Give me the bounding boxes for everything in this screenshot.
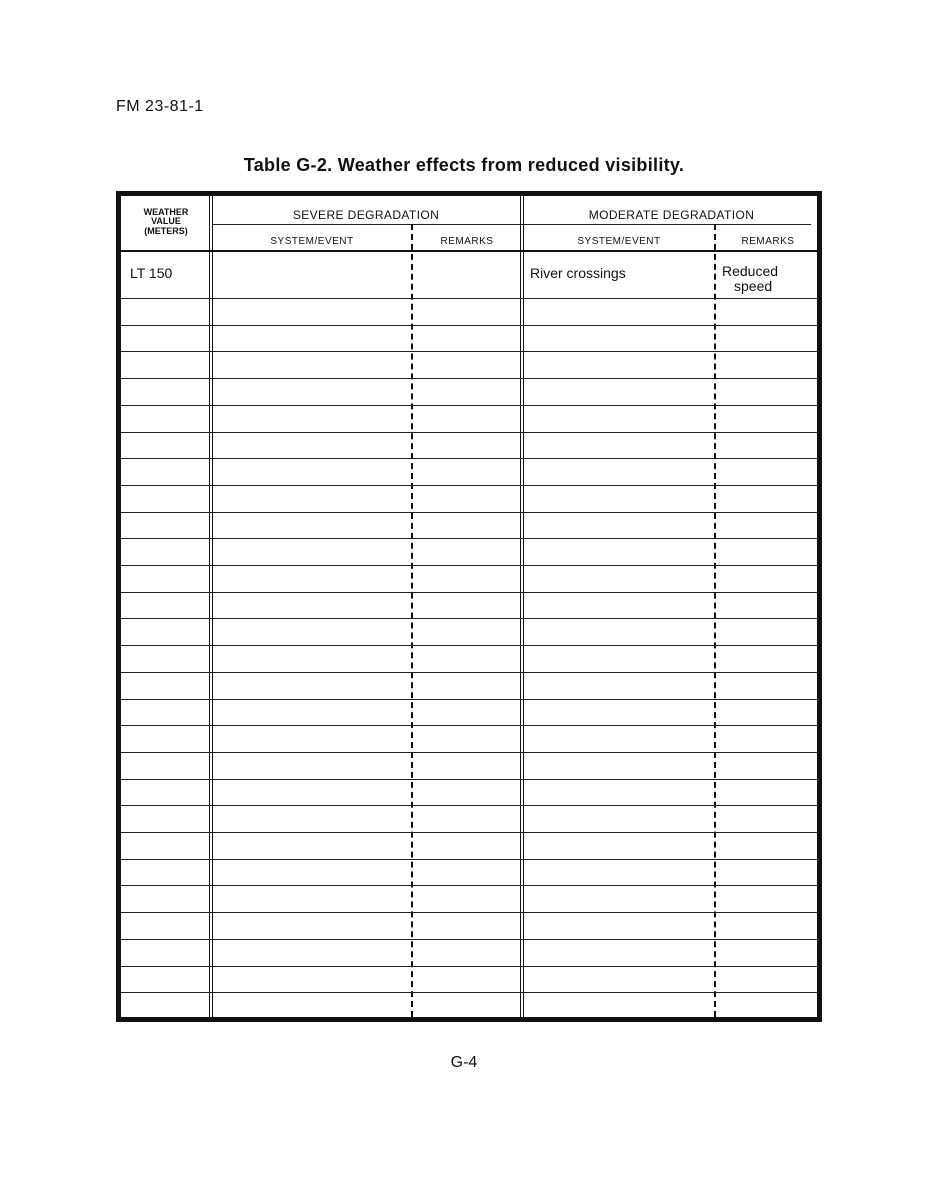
table-row-rule bbox=[121, 405, 817, 406]
table-row-rule bbox=[121, 939, 817, 940]
weather-header-line: (METERS) bbox=[144, 225, 188, 236]
moderate-degradation-header: MODERATE DEGRADATION bbox=[588, 208, 755, 222]
table-row-rule bbox=[121, 325, 817, 326]
severe-system-event-header: SYSTEM/EVENT bbox=[270, 236, 354, 247]
table-row-rule bbox=[121, 859, 817, 860]
weather-value-cell: LT 150 bbox=[130, 265, 173, 281]
moderate-remarks-header: REMARKS bbox=[741, 236, 795, 247]
table-row-rule bbox=[121, 645, 817, 646]
table-row-rule bbox=[121, 485, 817, 486]
weather-value-header bbox=[121, 208, 211, 236]
table-row-rule bbox=[121, 992, 817, 993]
table-row-rule bbox=[121, 912, 817, 913]
table-row-rule bbox=[121, 672, 817, 673]
page-number: G-4 bbox=[450, 1054, 478, 1071]
header-divider bbox=[213, 224, 811, 225]
table-row-rule bbox=[121, 885, 817, 886]
remarks-line: speed bbox=[734, 278, 773, 294]
table-row-rule bbox=[121, 618, 817, 619]
moderate-remarks-cell bbox=[722, 264, 812, 294]
severe-remarks-header: REMARKS bbox=[440, 236, 494, 247]
moderate-system-event-header: SYSTEM/EVENT bbox=[577, 236, 661, 247]
table-row-rule bbox=[121, 779, 817, 780]
table-row-rule bbox=[121, 378, 817, 379]
table-row-rule bbox=[121, 699, 817, 700]
table-row-rule bbox=[121, 725, 817, 726]
table-row-rule bbox=[121, 592, 817, 593]
table-row-rule bbox=[121, 805, 817, 806]
table-row-rule bbox=[121, 538, 817, 539]
table-row-rule bbox=[121, 298, 817, 299]
moderate-system-cell: River crossings bbox=[530, 265, 626, 281]
table-row-rule bbox=[121, 351, 817, 352]
table-row-rule bbox=[121, 432, 817, 433]
remarks-line: Reduced bbox=[722, 263, 779, 279]
table-row-rule bbox=[121, 832, 817, 833]
severe-degradation-header: SEVERE DEGRADATION bbox=[292, 208, 440, 222]
table-row-rule bbox=[121, 966, 817, 967]
weather-header-line: VALUE bbox=[151, 216, 181, 227]
table-title: Table G-2. Weather effects from reduced visibility. bbox=[243, 155, 685, 175]
weather-header-line: WEATHER bbox=[143, 207, 189, 217]
weather-effects-table bbox=[116, 191, 822, 1022]
table-row-rule bbox=[121, 512, 817, 513]
table-row-rule bbox=[121, 752, 817, 753]
table-row-rule bbox=[121, 458, 817, 459]
table-row-rule bbox=[121, 565, 817, 566]
table-body bbox=[121, 252, 817, 1017]
document-id: FM 23-81-1 bbox=[116, 98, 204, 115]
